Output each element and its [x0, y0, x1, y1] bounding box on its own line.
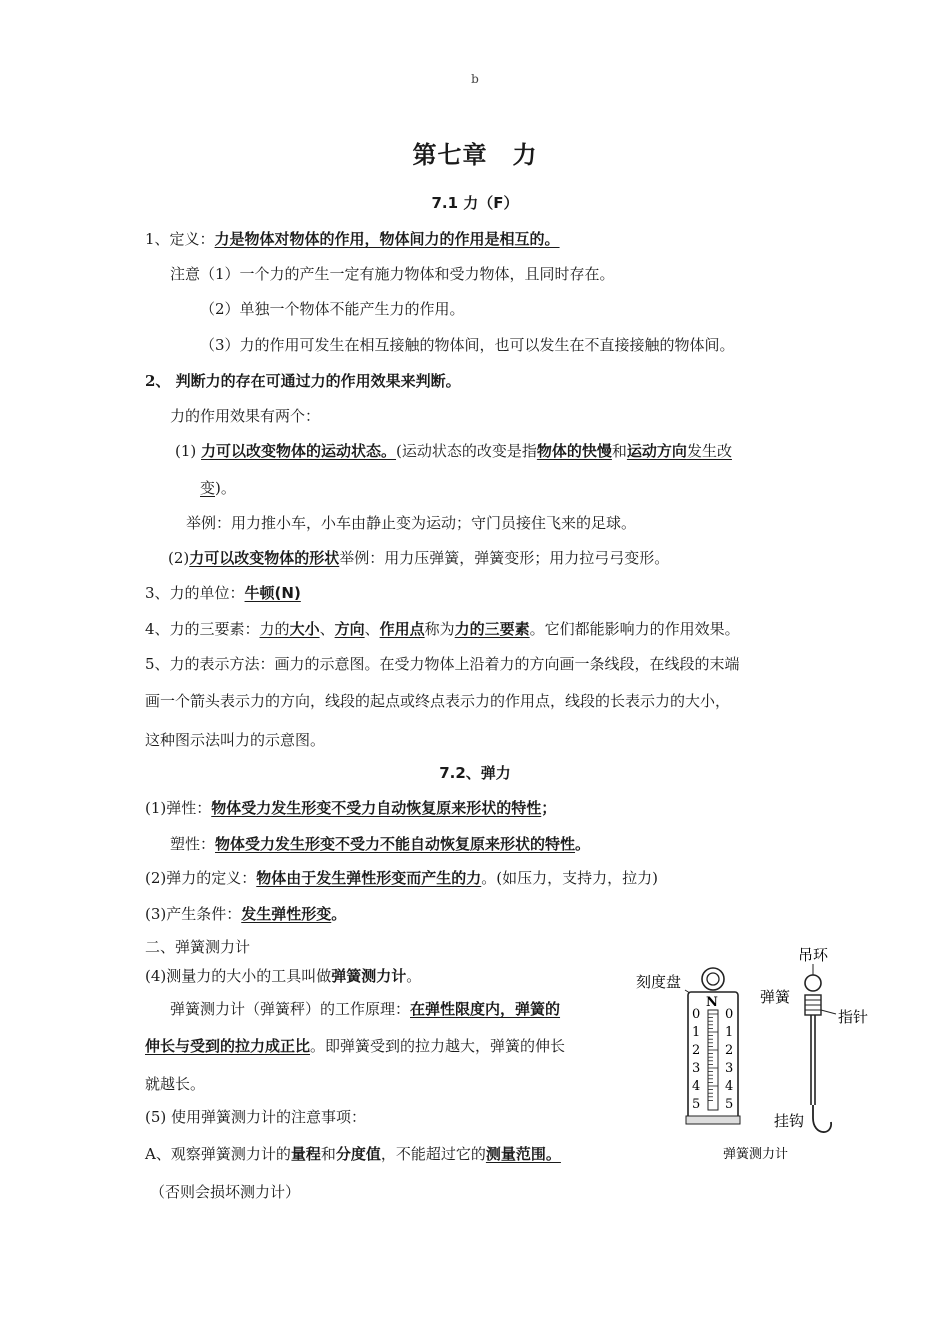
tick-label: 3	[692, 1061, 701, 1076]
note-a-range: 量程	[290, 1145, 321, 1163]
principle-line-3: 就越长。	[145, 1075, 206, 1093]
note-a-prefix: A、观察弹簧测力计的	[145, 1145, 291, 1163]
figure-label-pointer: 指针	[838, 1008, 869, 1026]
plasticity-end: 。	[575, 835, 591, 853]
effect-2-rest: 举例：用力压弹簧，弹簧变形；用力拉弓弓变形。	[339, 549, 670, 567]
scale-ring-outer	[702, 968, 724, 990]
definition-prefix: 1、定义：	[145, 230, 215, 248]
note-a-parenthetical: （否则会损坏测力计）	[150, 1183, 301, 1201]
principle-bold-2: 伸长与受到的拉力成正比	[145, 1037, 311, 1055]
effect-2-line	[168, 547, 669, 568]
principle-line-1	[170, 998, 560, 1019]
effect-1-speed: 物体的快慢	[536, 442, 612, 460]
condition-line	[145, 903, 346, 924]
unit-line	[145, 582, 301, 603]
elasticity-prefix: (1)弹性：	[145, 799, 212, 817]
tick-label: 4	[725, 1079, 734, 1094]
elastic-force-prefix: (2)弹力的定义：	[145, 869, 257, 887]
principle-line-2	[145, 1035, 565, 1056]
side-ring	[805, 975, 821, 991]
section-title-7-2: 7.2、弹力	[439, 764, 511, 782]
figure-caption: 弹簧测力计	[723, 1147, 789, 1162]
tool-prefix: (4)测量力的大小的工具叫做	[145, 967, 332, 985]
plasticity-text: 物体受力发生形变不受力不能自动恢复原来形状的特性	[215, 835, 576, 853]
tick-label: 4	[692, 1079, 701, 1094]
elastic-force-text: 物体由于发生弹性形变而产生的力	[256, 869, 482, 887]
effect-1-cont	[200, 477, 236, 498]
elements-force: 力的	[259, 620, 290, 638]
effect-1-change-end: 变	[200, 479, 216, 497]
figure-label-ring: 吊环	[798, 946, 829, 964]
elasticity-end: ；	[541, 799, 557, 817]
figure-label-dial: 刻度盘	[636, 973, 682, 991]
effect-1-bold: 力可以改变物体的运动状态。	[201, 442, 397, 460]
elastic-force-rest: 。(如压力，支持力，拉力)	[481, 869, 658, 887]
principle-bold-1: 在弹性限度内，弹簧的	[410, 1000, 561, 1018]
effect-1-line	[175, 440, 732, 461]
tool-name: 弹簧测力计	[331, 967, 407, 985]
elastic-force-line	[145, 867, 658, 888]
definition-line	[145, 228, 560, 249]
chapter-title: 第七章 力	[412, 140, 538, 169]
figure-label-spring: 弹簧	[760, 988, 791, 1006]
representation-line-3: 这种图示法叫力的示意图。	[145, 731, 326, 749]
condition-text: 发生弹性形变	[241, 905, 332, 923]
figure-label-hook: 挂钩	[774, 1112, 805, 1130]
judge-line: 2、 判断力的存在可通过力的作用效果来判断。	[145, 372, 461, 390]
effect-1-close: )。	[215, 479, 236, 497]
effect-1-change: 发生改	[686, 442, 732, 460]
elements-called: 称为	[424, 620, 455, 638]
definition-text: 力是物体对物体的作用，物体间力的作用是相互的。	[214, 230, 560, 248]
plasticity-line	[170, 833, 590, 854]
spring-scale-figure	[628, 940, 888, 1170]
tick-label: 2	[692, 1043, 701, 1058]
effect-1-and: 和	[611, 442, 627, 460]
elements-line	[145, 618, 740, 639]
tick-label: 1	[725, 1025, 734, 1040]
example-line-1: 举例：用力推小车，小车由静止变为运动；守门员接住飞来的足球。	[186, 514, 637, 532]
notes-title: (5) 使用弹簧测力计的注意事项：	[145, 1108, 367, 1126]
tool-end: 。	[406, 967, 422, 985]
effect-2-bold: 力可以改变物体的形状	[189, 549, 340, 567]
effect-1-text: (运动状态的改变是指	[396, 442, 537, 460]
elements-sep-2: 、	[364, 620, 380, 638]
elements-rest: 。它们都能影响力的作用效果。	[529, 620, 740, 638]
tick-label: 0	[692, 1007, 701, 1022]
tick-label: 3	[725, 1061, 734, 1076]
effects-intro: 力的作用效果有两个：	[170, 407, 321, 425]
note-a-limit: 测量范围。	[485, 1145, 561, 1163]
note-a-division: 分度值	[335, 1145, 381, 1163]
unit-prefix: 3、力的单位：	[145, 584, 245, 602]
elements-term: 力的三要素	[454, 620, 530, 638]
representation-line-2: 画一个箭头表示力的方向，线段的起点或终点表示力的作用点，线段的长表示力的大小，	[145, 692, 731, 710]
note-a-text: ，不能超过它的	[380, 1145, 486, 1163]
representation-line-1: 5、力的表示方法：画力的示意图。在受力物体上沿着力的方向画一条线段，在线段的末端	[145, 655, 740, 673]
elements-magnitude: 大小	[289, 620, 320, 638]
elements-point: 作用点	[379, 620, 425, 638]
scale-base	[686, 1116, 740, 1124]
elements-sep-1: 、	[319, 620, 335, 638]
scale-unit-n: N	[706, 995, 718, 1010]
side-hook	[813, 1105, 831, 1132]
effect-2-num: (2)	[168, 549, 190, 567]
header-mark: b	[471, 72, 479, 86]
note-a-and: 和	[320, 1145, 336, 1163]
principle-prefix: 弹簧测力计（弹簧秤）的工作原理：	[170, 1000, 411, 1018]
condition-prefix: (3)产生条件：	[145, 905, 242, 923]
tool-line	[145, 965, 421, 986]
elasticity-text: 物体受力发生形变不受力自动恢复原来形状的特性	[211, 799, 542, 817]
condition-end: 。	[331, 905, 347, 923]
note-line-3: （3）力的作用可发生在相互接触的物体间，也可以发生在不直接接触的物体间。	[200, 336, 735, 354]
note-line-1: 注意（1）一个力的产生一定有施力物体和受力物体，且同时存在。	[170, 265, 615, 283]
tick-label: 2	[725, 1043, 734, 1058]
note-line-2: （2）单独一个物体不能产生力的作用。	[200, 300, 465, 318]
tick-label: 5	[692, 1097, 701, 1112]
pointer-leader-line	[821, 1010, 836, 1014]
unit-value: 牛顿(N)	[244, 584, 301, 602]
effect-1-num: (1)	[175, 442, 202, 460]
principle-rest-1: 。即弹簧受到的拉力越大，弹簧的伸长	[310, 1037, 566, 1055]
elements-prefix: 4、力的三要素：	[145, 620, 260, 638]
effect-1-direction: 运动方向	[626, 442, 687, 460]
tick-label: 5	[725, 1097, 734, 1112]
elements-direction: 方向	[334, 620, 365, 638]
section-title-7-1: 7.1 力（F）	[431, 194, 519, 212]
note-a-line	[145, 1143, 561, 1164]
plasticity-prefix: 塑性：	[170, 835, 216, 853]
elasticity-line	[145, 797, 556, 818]
tick-label: 0	[725, 1007, 734, 1022]
tick-label: 1	[692, 1025, 701, 1040]
subsection-title: 二、弹簧测力计	[145, 938, 251, 956]
scale-ring-inner	[707, 973, 719, 985]
